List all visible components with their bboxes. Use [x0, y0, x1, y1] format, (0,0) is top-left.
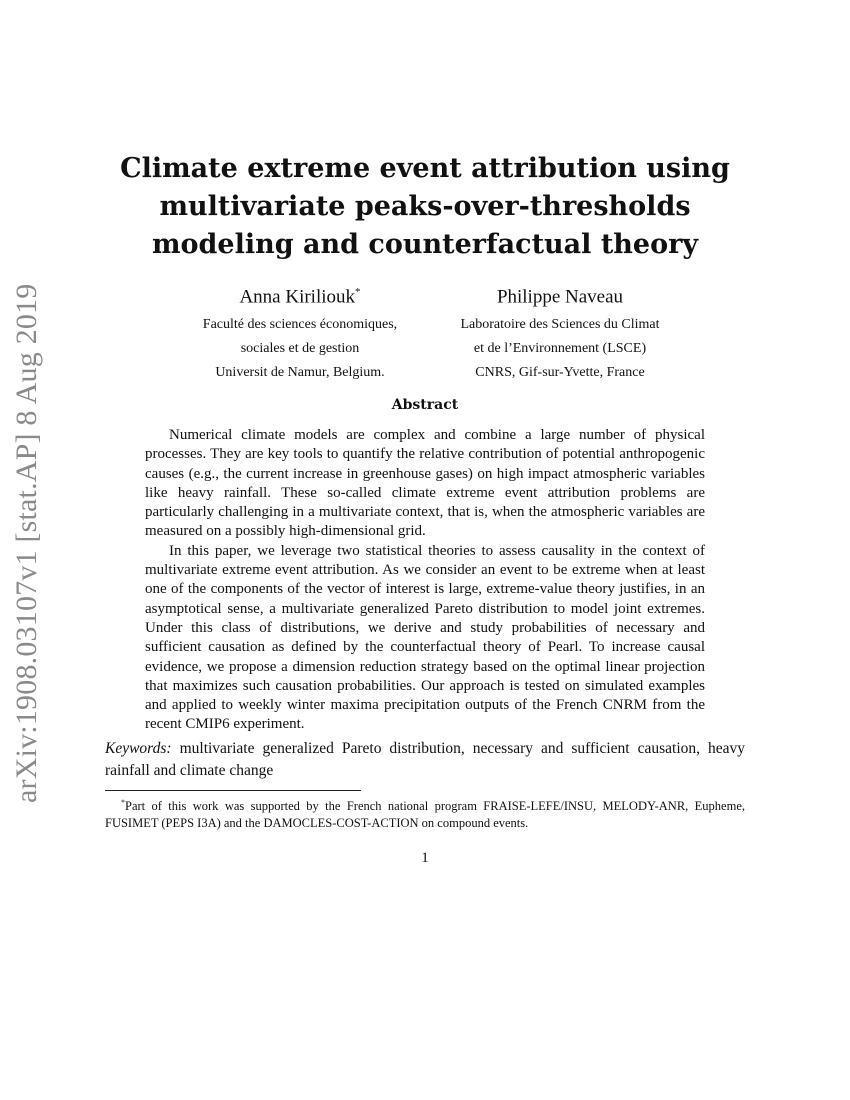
keywords [105, 738, 745, 782]
arxiv-identifier-stamp: arXiv:1908.03107v1 [stat.AP] 8 Aug 2019 [10, 283, 43, 803]
paper-title: Climate extreme event attribution using multivariate peaks-over-thresholds modeling and counterfactual theory [120, 153, 730, 260]
abstract-heading: Abstract [391, 397, 459, 413]
author-affiliation-line: Universit de Namur, Belgium. [215, 365, 385, 381]
footnote-text: Part of this work was supported by the French national program FRAISE-LEFE/INSU, MELODY-ANR, Eupheme, FUSIMET (PEPS I3A) and the DAMOCLES-COST-ACTION on compound events. [105, 799, 745, 831]
footnote-divider [105, 790, 361, 791]
author-affiliation-line: Faculté des sciences économiques, [202, 317, 398, 333]
author-affiliation-line: CNRS, Gif-sur-Yvette, France [475, 365, 645, 381]
page-number: 1 [421, 850, 429, 866]
author-footnote-mark: * [355, 286, 361, 298]
abstract-body [145, 426, 705, 735]
footnote [105, 794, 745, 832]
author-block-naveau [410, 280, 710, 385]
keywords-label: Keywords: [105, 740, 172, 757]
author-affiliation-line: sociales et de gestion [240, 341, 360, 357]
abstract-paragraph: Numerical climate models are complex and combine a large number of physical processes. They are key tools to quantify the relative contribution of potential anthropogenic causes (e.g., the current increase in greenhouse gases) on high impact atmospheric variables like heavy rainfall. These so-called climate extreme event attribution problems are particularly challenging in a multivariate context, that is, when the atmospheric variables are measured on a possibly high-dimensional grid. [145, 427, 705, 540]
author-affiliation-line: et de l’Environnement (LSCE) [473, 341, 647, 357]
author-block-kiriliouk [150, 280, 450, 385]
abstract-paragraph: In this paper, we leverage two statistical theories to assess causality in the context of multivariate extreme event attribution. As we consider an event to be extreme when at least one of the components of the vector of interest is large, extreme-value theory justifies, in an asymptotical sense, a multivariate generalized Pareto distribution to model joint extremes. Under this class of distributions, we derive and study probabilities of necessary and sufficient causation as defined by the counterfactual theory of Pearl. To increase causal evidence, we propose a dimension reduction strategy based on the optimal linear projection that maximizes such causation probabilities. Our approach is tested on simulated examples and applied to weekly winter maxima precipitation outputs of the French CNRM from the recent CMIP6 experiment. [145, 542, 705, 733]
keywords-text: multivariate generalized Pareto distribution, necessary and sufficient causation, heavy rainfall and climate change [105, 740, 745, 779]
author-name: Anna Kiriliouk* [239, 286, 361, 308]
footnote-mark: * [121, 798, 125, 807]
author-name: Philippe Naveau [496, 286, 624, 308]
author-affiliation-line: Laboratoire des Sciences du Climat [460, 317, 660, 333]
